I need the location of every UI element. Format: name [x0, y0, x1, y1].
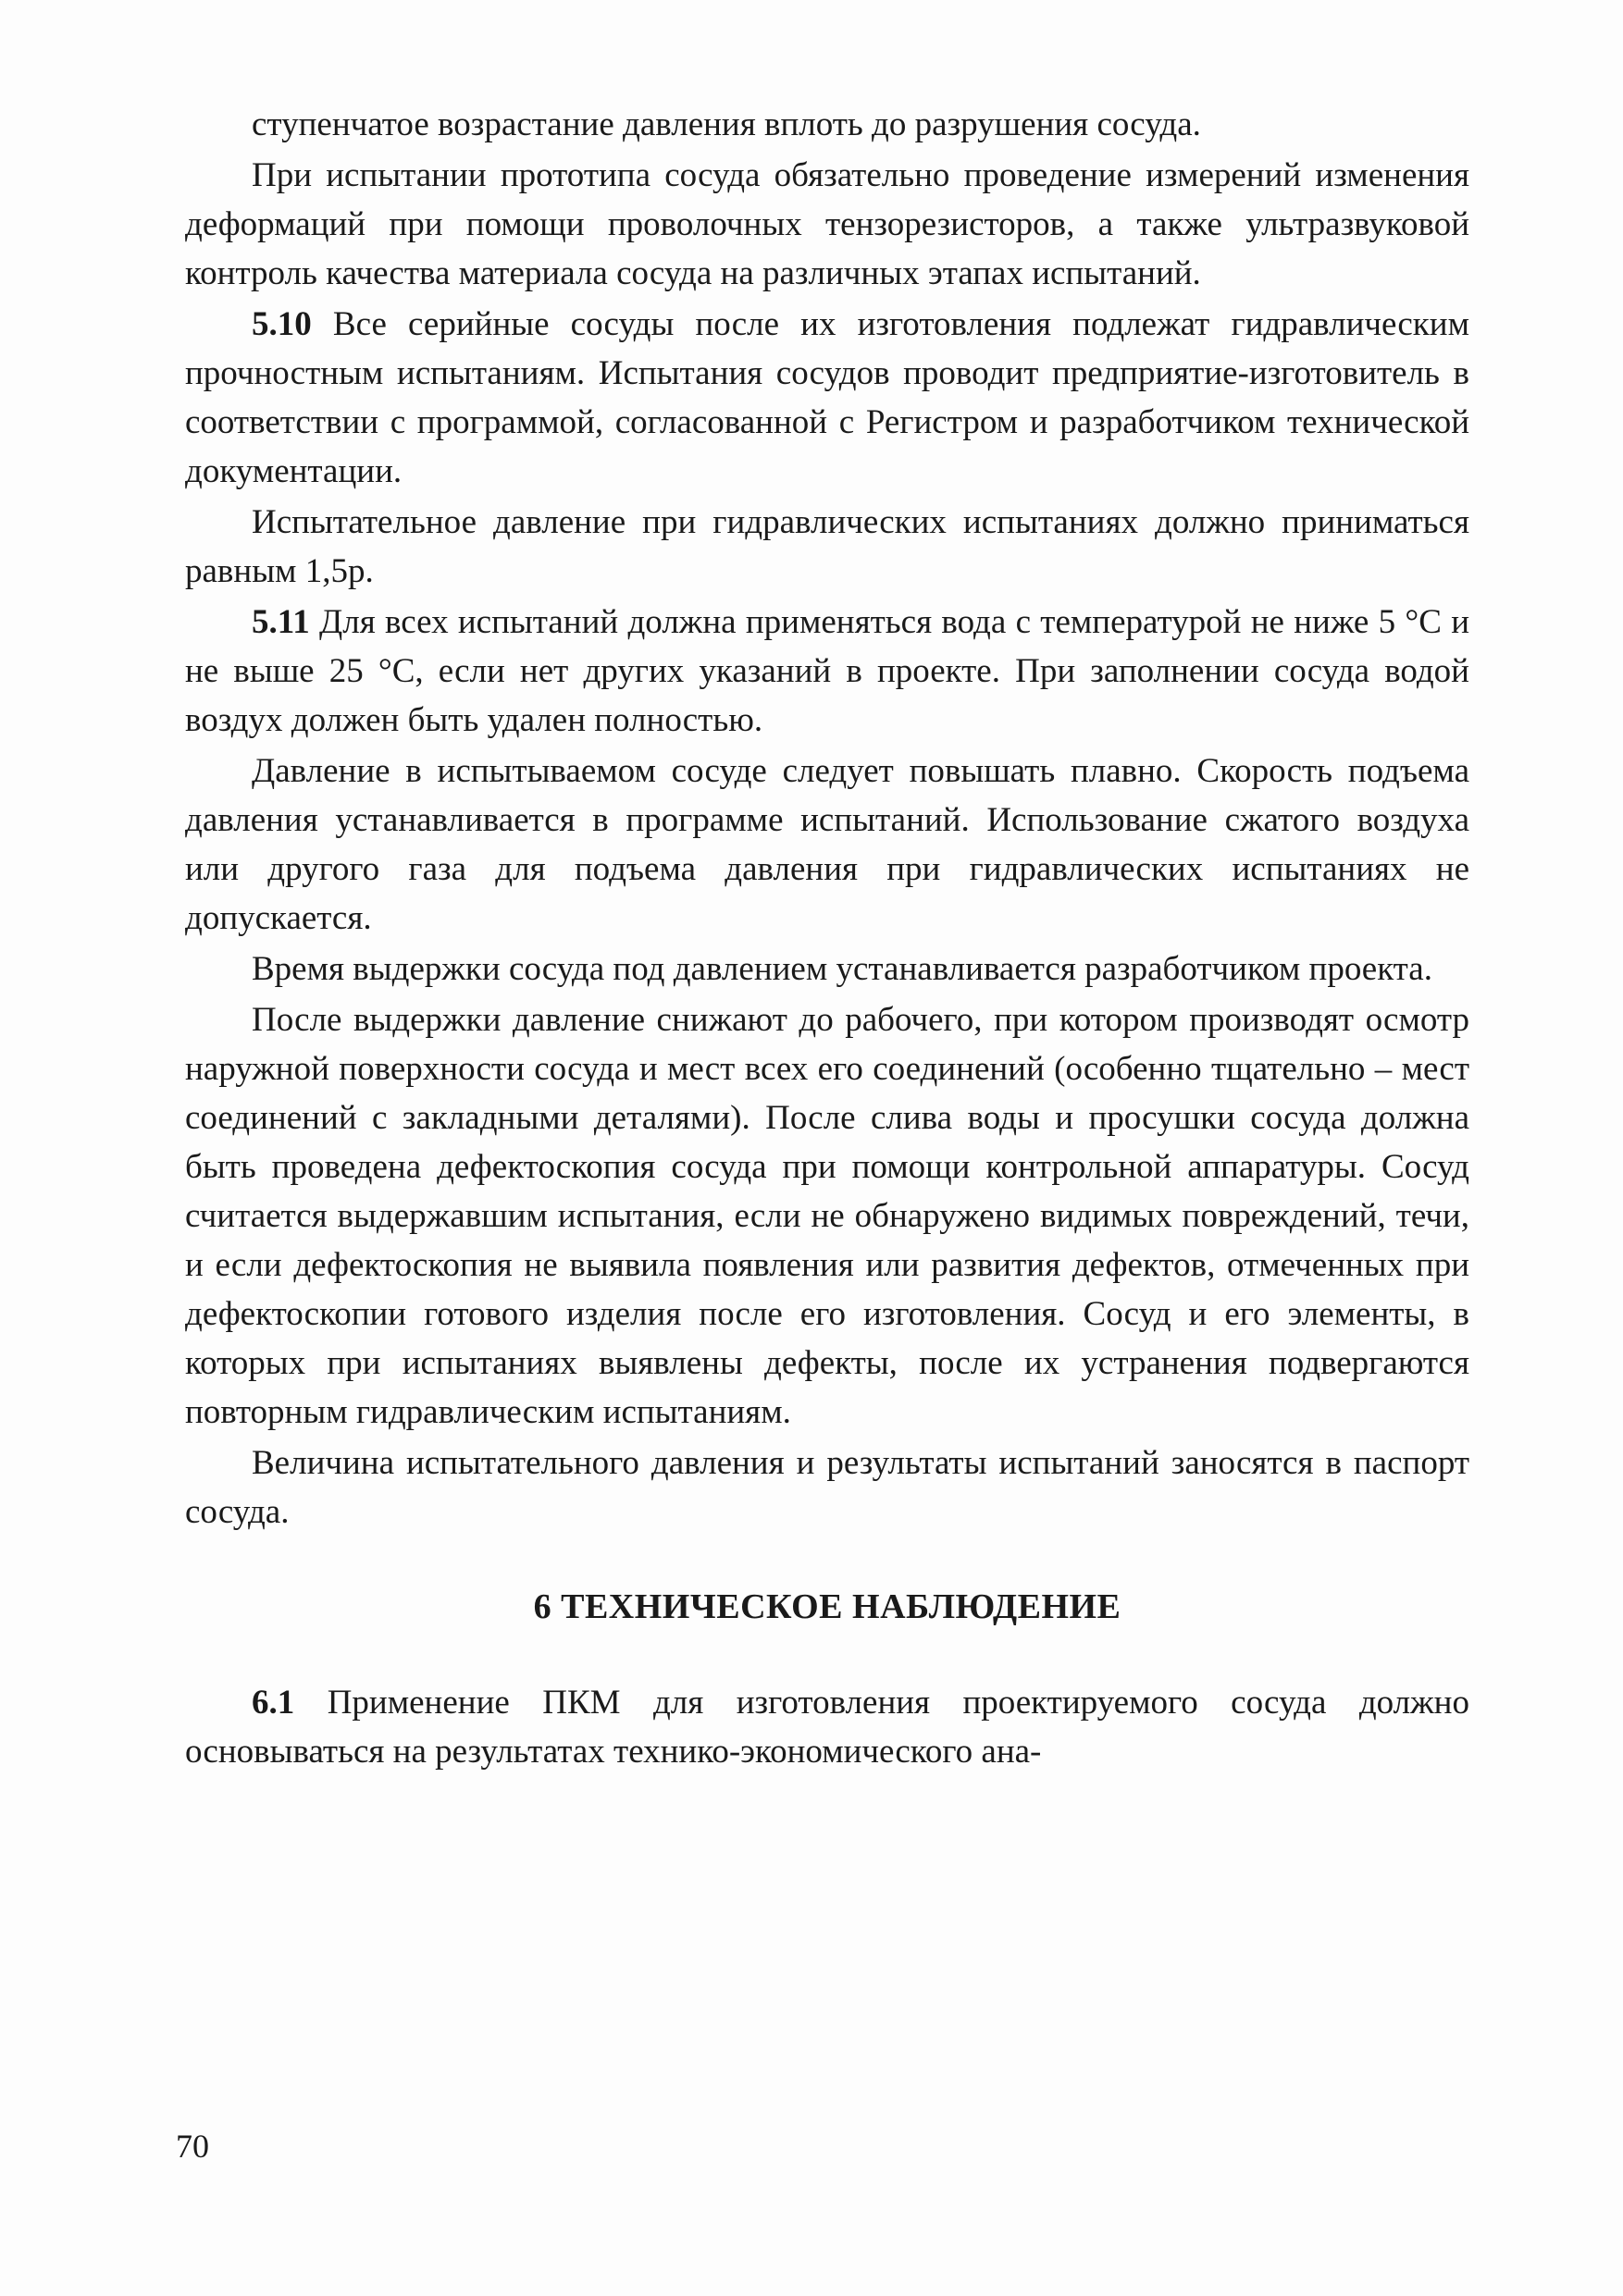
paragraph-prototype-testing: [185, 151, 1469, 298]
paragraph-text: Для всех испытаний должна применяться вода с температурой не ниже 5 °С и не выше 25 °С, если нет других указаний в проекте. При заполнении сосуда водой воздух должен быть удален полностью.: [185, 603, 1469, 739]
paragraph-text: Все серийные сосуды после их изготовления подлежат гидравлическим прочностным испытаниям. Испытания сосудов проводит предприятие-изготовитель в соответствии с программой, согласованной с Регистром и разработчиком технической документации.: [185, 305, 1469, 490]
paragraph-text: Давление в испытываемом сосуде следует повышать плавно. Скорость подъема давления устанавливается в программе испытаний. Использование сжатого воздуха или другого газа для подъема давления при гидравлических испытаниях не допускается.: [185, 752, 1469, 937]
paragraph-6-1: [185, 1678, 1469, 1776]
paragraph-text: При испытании прототипа сосуда обязательно проведение измерений изменения деформаций при помощи проволочных тензорезисторов, а также ультразвуковой контроль качества материала сосуда на различных этапах испытаний.: [185, 156, 1469, 292]
paragraph-inspection: [185, 995, 1469, 1437]
paragraph-5-10: [185, 300, 1469, 496]
section-number-6-1: 6.1: [252, 1684, 295, 1722]
paragraph-text: Время выдержки сосуда под давлением устанавливается разработчиком проекта.: [252, 950, 1432, 988]
paragraph-pressure-increase: [185, 747, 1469, 943]
paragraph-5-11: [185, 598, 1469, 745]
paragraph-continuation: [185, 100, 1469, 149]
paragraph-test-pressure: [185, 498, 1469, 596]
section-heading: 6 ТЕХНИЧЕСКОЕ НАБЛЮДЕНИЕ: [533, 1587, 1121, 1626]
section-number-5-10: 5.10: [252, 305, 312, 343]
paragraph-text: Величина испытательного давления и результаты испытаний заносятся в паспорт сосуда.: [185, 1444, 1469, 1531]
body-text: [185, 100, 1469, 1776]
page-number: 70: [176, 2128, 209, 2165]
paragraph-hold-time: [185, 944, 1469, 994]
paragraph-text: ступенчатое возрастание давления вплоть до разрушения сосуда.: [252, 105, 1201, 143]
paragraph-text: Испытательное давление при гидравлических испытаниях должно приниматься равным 1,5p.: [185, 503, 1469, 590]
paragraph-text: После выдержки давление снижают до рабочего, при котором производят осмотр наружной поверхности сосуда и мест всех его соединений (особенно тщательно – мест соединений с закладными деталями). После слива воды и просушки сосуда должна быть проведена дефектоскопия сосуда при помощи контрольной аппаратуры. Сосуд считается выдержавшим испытания, если не обнаружено видимых повреждений, течи, и если дефектоскопия не выявила появления или развития дефектов, отмеченных при дефектоскопии готового изделия после его изготовления. Сосуд и его элементы, в которых при испытаниях выявлены дефекты, после их устранения подвергаются повторным гидравлическим испытаниям.: [185, 1001, 1469, 1431]
section-number-5-11: 5.11: [252, 603, 310, 641]
paragraph-passport: [185, 1438, 1469, 1537]
paragraph-text: Применение ПКМ для изготовления проектируемого сосуда должно основываться на результатах технико-экономического ана-: [185, 1684, 1469, 1771]
